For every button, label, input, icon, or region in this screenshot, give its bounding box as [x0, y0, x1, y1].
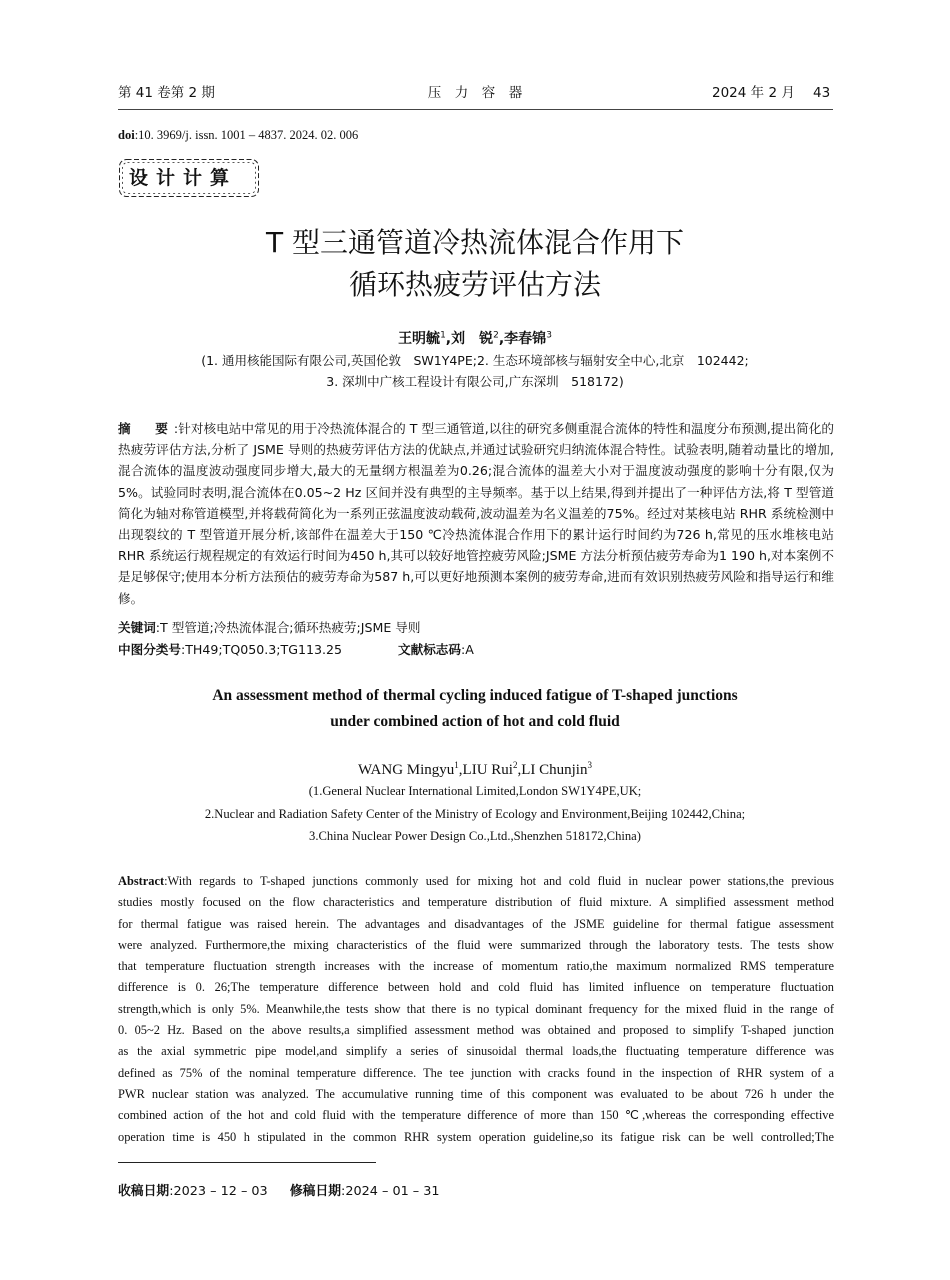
footnote-dates — [118, 1180, 440, 1199]
abstract-en — [118, 871, 834, 1148]
document-code — [398, 639, 474, 660]
abstract-en-line: operation time is 450 h stipulated in the common RHR system operation guideline,so its fatigue risk can be well controlled;The — [118, 1129, 834, 1144]
abstract-en-label: Abstract — [118, 874, 165, 888]
abstract-cn-text: :针对核电站中常见的用于冷热流体混合的 T 型三通管道,以往的研究多侧重混合流体的特性和温度分布预测,提出简化的热疲劳评估方法,分析了 JSME 导则的热疲劳评估方法的优缺点,并通过试验研究归纳流体混合特性。试验表明,随着动量比的增加,混合流体的温度波动强度同步增大,最大的无量纲方根温差为0.26;混合流体的温差大小对于温度波动强度的影响十分有限,仅为5%。试验同时表明,混合流体在0.05~2 Hz 区间并没有典型的主导频率。基于以上结果,得到并提出了一种评估方法,将 T 型管道简化为轴对称管道模型,并将载荷简化为一系列正弦温度波动载荷,波动温差为名义温差的75%。经过对某核电站 RHR 系统检测中出现裂纹的 T 型管道开展分析,该部件在温差大于150 ℃冷热流体混合作用下的累计运行时间约为726 h,常见的压水堆核电站 RHR 系统运行规程规定的有效运行时间为450 h,其可以较好地管控疲劳风险;JSME 方法分析预估疲劳寿命为1 190 h,对本案例不是足够保守;使用本分析方法预估的疲劳寿命为587 h,可以更好地预测本案例的疲劳寿命,进而有效识别热疲劳风险和指导运行和维修。 — [118, 421, 835, 606]
header-rule — [118, 109, 833, 110]
author-en-3-sup: 3 — [587, 760, 592, 770]
header-volume: 第 41 卷第 2 期 — [118, 85, 215, 101]
received-label: 收稿日期 — [118, 1184, 170, 1199]
affiliation-en-line3: 3.China Nuclear Power Design Co.,Ltd.,Shenzhen 518172,China) — [309, 829, 641, 843]
affiliation-cn-line2: 3. 深圳中广核工程设计有限公司,广东深圳 518172) — [326, 374, 624, 389]
abstract-en-line: studies mostly focused on the flow characteristics and temperature distribution of fluid mixture. A simplified assessment method — [118, 895, 834, 910]
author-en-1-sup: 1 — [454, 760, 459, 770]
affiliations-cn — [0, 350, 950, 392]
title-en-line2: under combined action of hot and cold fluid — [330, 713, 620, 730]
document-code-value: :A — [460, 642, 474, 657]
document-code-label: 文献标志码 — [398, 642, 461, 657]
author-en-1: WANG Mingyu — [358, 762, 455, 778]
abstract-en-line: combined action of the hot and cold fluid with the temperature difference of more than 150 ℃,whereas the corresponding effective — [118, 1108, 834, 1123]
author-cn-3-sup: 3 — [546, 330, 552, 341]
title-cn-line1: T 型三通管道冷热流体混合作用下 — [265, 226, 684, 259]
doi-line — [118, 128, 358, 143]
abstract-en-line: for thermal fatigue was raised herein. The advantages and disadvantages of the JSME guideline for thermal fatigue assessment — [118, 916, 834, 931]
author-cn-2-sup: 2 — [493, 330, 499, 341]
header-journal: 压 力 容 器 — [427, 85, 523, 101]
abstract-en-line: Abstract:With regards to T-shaped junctions commonly used for mixing hot and cold fluid in nuclear power stations,the previous — [118, 874, 834, 888]
author-en-3: ,LI Chunjin — [517, 762, 588, 778]
abstract-en-line: that temperature fluctuation strength increases with the increase of momentum ratio,the maximum normalized RMS temperature — [118, 959, 834, 974]
page-title-en — [0, 683, 950, 735]
abstract-cn-label: 摘 要 — [118, 421, 174, 436]
keywords-cn-text: :T 型管道;冷热流体混合;循环热疲劳;JSME 导则 — [155, 620, 421, 635]
header-page-number: 43 — [813, 85, 831, 101]
author-cn-1-sup: 1 — [440, 330, 446, 341]
page-title-cn — [0, 222, 950, 306]
title-en-line1: An assessment method of thermal cycling induced fatigue of T-shaped junctions — [212, 687, 738, 704]
abstract-cn — [118, 418, 834, 609]
affiliation-cn-line1: (1. 通用核能国际有限公司,英国伦敦 SW1Y4PE;2. 生态环境部核与辐射安全中心,北京 102442; — [201, 353, 749, 368]
classification-text: :TH49;TQ050.3;TG113.25 — [180, 642, 343, 657]
affiliation-en-line2: 2.Nuclear and Radiation Safety Center of the Ministry of Ecology and Environment,Beijing 102442,China; — [204, 806, 746, 821]
classification-label: 中图分类号 — [118, 642, 181, 657]
abstract-en-line: PWR nuclear station was analyzed. The accumulative running time of this component was evaluated to be about 726 h under the — [118, 1086, 834, 1101]
section-badge — [118, 158, 260, 198]
doi-value: :10. 3969/j. issn. 1001 – 4837. 2024. 02. 006 — [134, 128, 359, 142]
abstract-en-line: difference is 0. 26;The temperature difference between hold and cold fluid has limited influence on temperature fluctuation — [118, 980, 834, 995]
abstract-en-line: were analyzed. Furthermore,the mixing characteristics of the fluid were summarized through the laboratory tests. The tests show — [118, 937, 834, 952]
abstract-en-line: as the axial symmetric pipe model,and simplify a series of sinusoidal thermal loads,the fluctuating temperature difference was — [118, 1044, 834, 1059]
keywords-cn — [118, 617, 834, 638]
keywords-cn-label: 关键词 — [118, 620, 156, 635]
author-en-2: ,LIU Rui — [458, 762, 513, 778]
doi-label: doi — [118, 128, 135, 142]
received-date: :2023 – 12 – 03 — [169, 1184, 268, 1199]
footnote-rule — [118, 1162, 376, 1163]
title-cn-line2: 循环热疲劳评估方法 — [348, 268, 601, 301]
authors-en — [0, 760, 950, 779]
authors-cn — [0, 328, 950, 348]
header-date: 2024 年 2 月 — [712, 85, 795, 101]
section-badge-label: 设计计算 — [129, 167, 238, 189]
classification-line — [118, 639, 834, 660]
author-en-2-sup: 2 — [512, 760, 518, 770]
revised-label: 修稿日期 — [289, 1184, 342, 1199]
abstract-en-line: strength,which is only 5%. Meanwhile,the tests show that there is no typical dominant frequency for the mixed fluid in the range of — [118, 1001, 834, 1016]
abstract-en-line: defined as 75% of the nominal temperature difference. The tee junction with cracks found in the inspection of RHR system of a — [118, 1065, 834, 1080]
revised-date: :2024 – 01 – 31 — [341, 1184, 440, 1199]
author-cn-1: 王明毓 — [398, 331, 441, 347]
affiliation-en-line1: (1.General Nuclear International Limited,London SW1Y4PE,UK; — [308, 784, 642, 798]
abstract-en-line: 0. 05~2 Hz. Based on the above results,a simplified assessment method was obtained and proposed to simplify T-shaped junction — [118, 1023, 834, 1038]
affiliations-en — [0, 780, 950, 848]
author-cn-3: ,李春锦 — [498, 331, 547, 347]
author-cn-2: ,刘 锐 — [445, 331, 494, 347]
